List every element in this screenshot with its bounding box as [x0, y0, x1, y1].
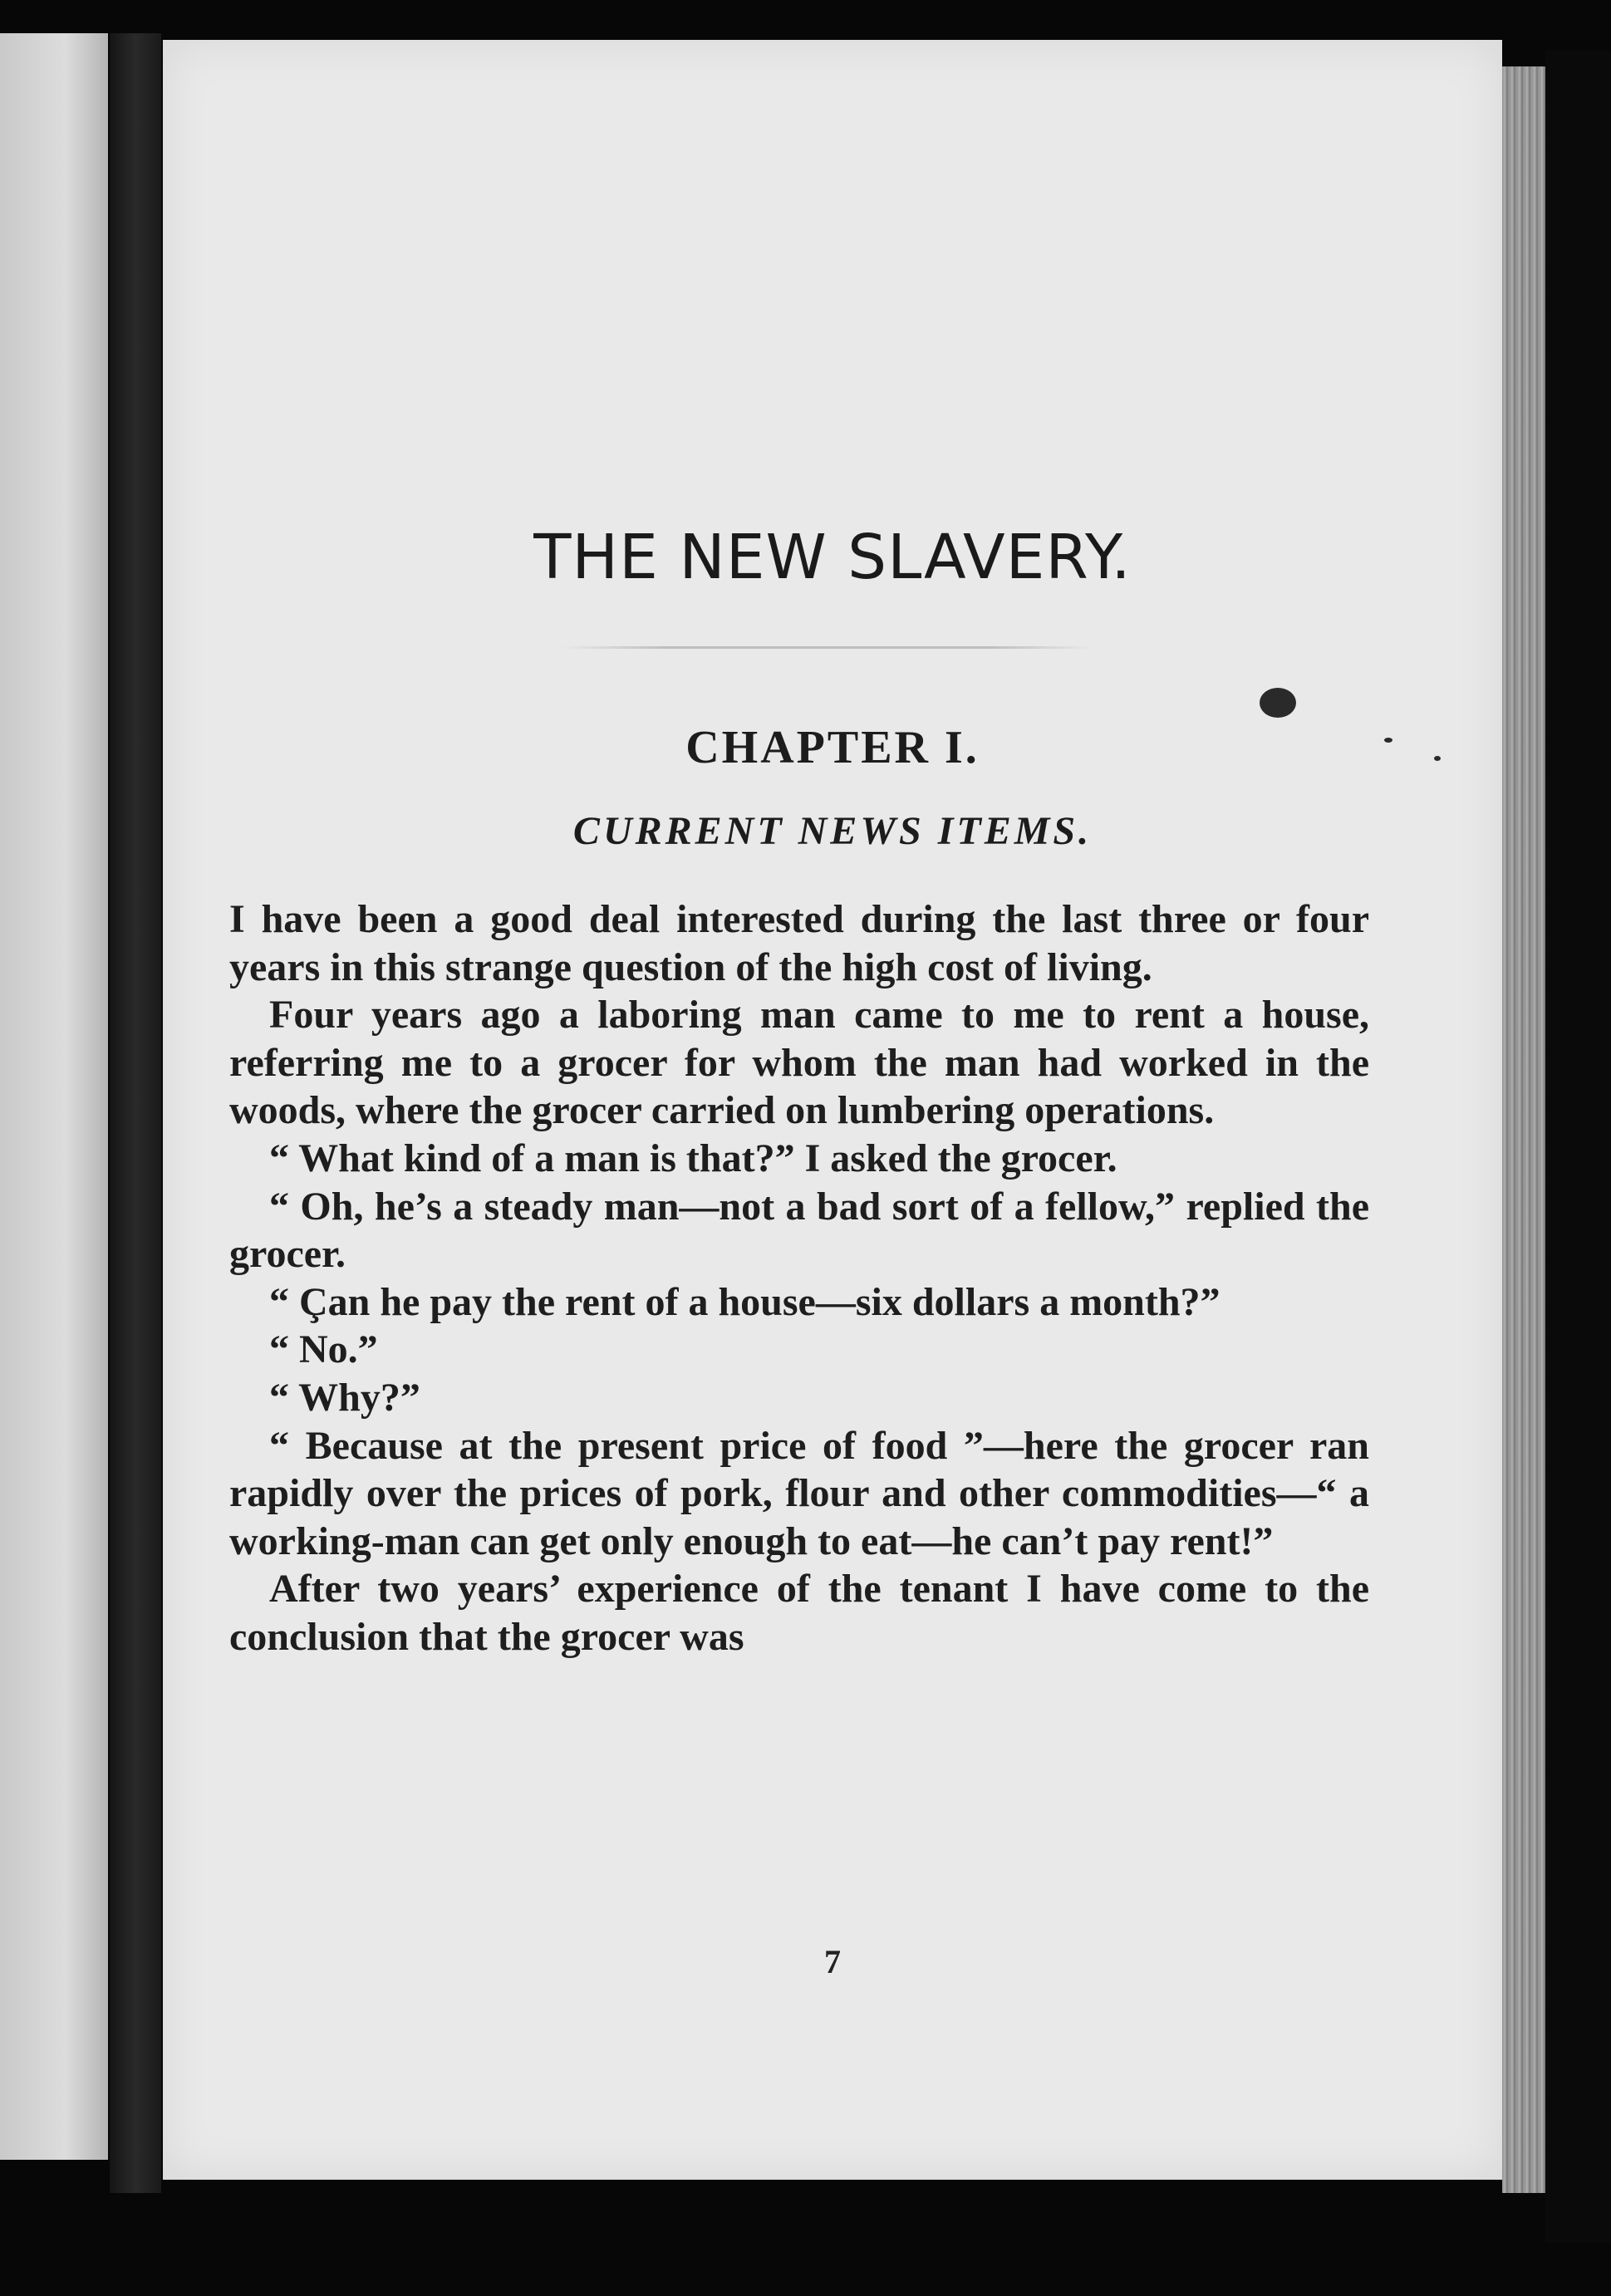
ink-speck: [1434, 756, 1441, 761]
book-binding: [110, 33, 161, 2193]
paragraph: “ No.”: [269, 1327, 378, 1372]
paragraph: “ Why?”: [269, 1375, 420, 1420]
page-stack-edge: [1502, 66, 1545, 2193]
paragraph: “ What kind of a man is that?” I asked the grocer.: [269, 1136, 1117, 1180]
book-page: [163, 40, 1502, 2180]
chapter-heading: CHAPTER I.: [685, 722, 980, 773]
title-divider: [562, 646, 1093, 649]
paragraph: “ Because at the present price of food ”—here the grocer ran rapidly over the prices of pork, flour and other commodities—“ a working-man can get only enough to eat—he can’t pay rent!”: [229, 1423, 1369, 1563]
paragraph: “ Çan he pay the rent of a house—six dollars a month?”: [269, 1279, 1221, 1324]
ink-blot: [1260, 688, 1296, 718]
ink-speck: [1384, 738, 1392, 743]
chapter-title: CURRENT NEWS ITEMS.: [572, 809, 1093, 853]
paragraph: I have been a good deal interested during the last three or four years in this strange question of the high cost of living.: [229, 897, 1369, 989]
scan-border: [1545, 50, 1611, 2243]
chapter-body: [229, 895, 1369, 1661]
paragraph: Four years ago a laboring man came to me to rent a house, referring me to a grocer for whom the man had worked in the woods, where the grocer carried on lumbering operations.: [229, 993, 1369, 1133]
paragraph: After two years’ experience of the tenant I have come to the conclusion that the grocer was: [229, 1567, 1369, 1659]
paragraph: “ Oh, he’s a steady man—not a bad sort of a fellow,” replied the grocer.: [229, 1184, 1369, 1277]
page-number: 7: [824, 1943, 841, 1980]
book-title: THE NEW SLAVERY.: [533, 522, 1132, 593]
facing-page-edge: [0, 33, 108, 2160]
